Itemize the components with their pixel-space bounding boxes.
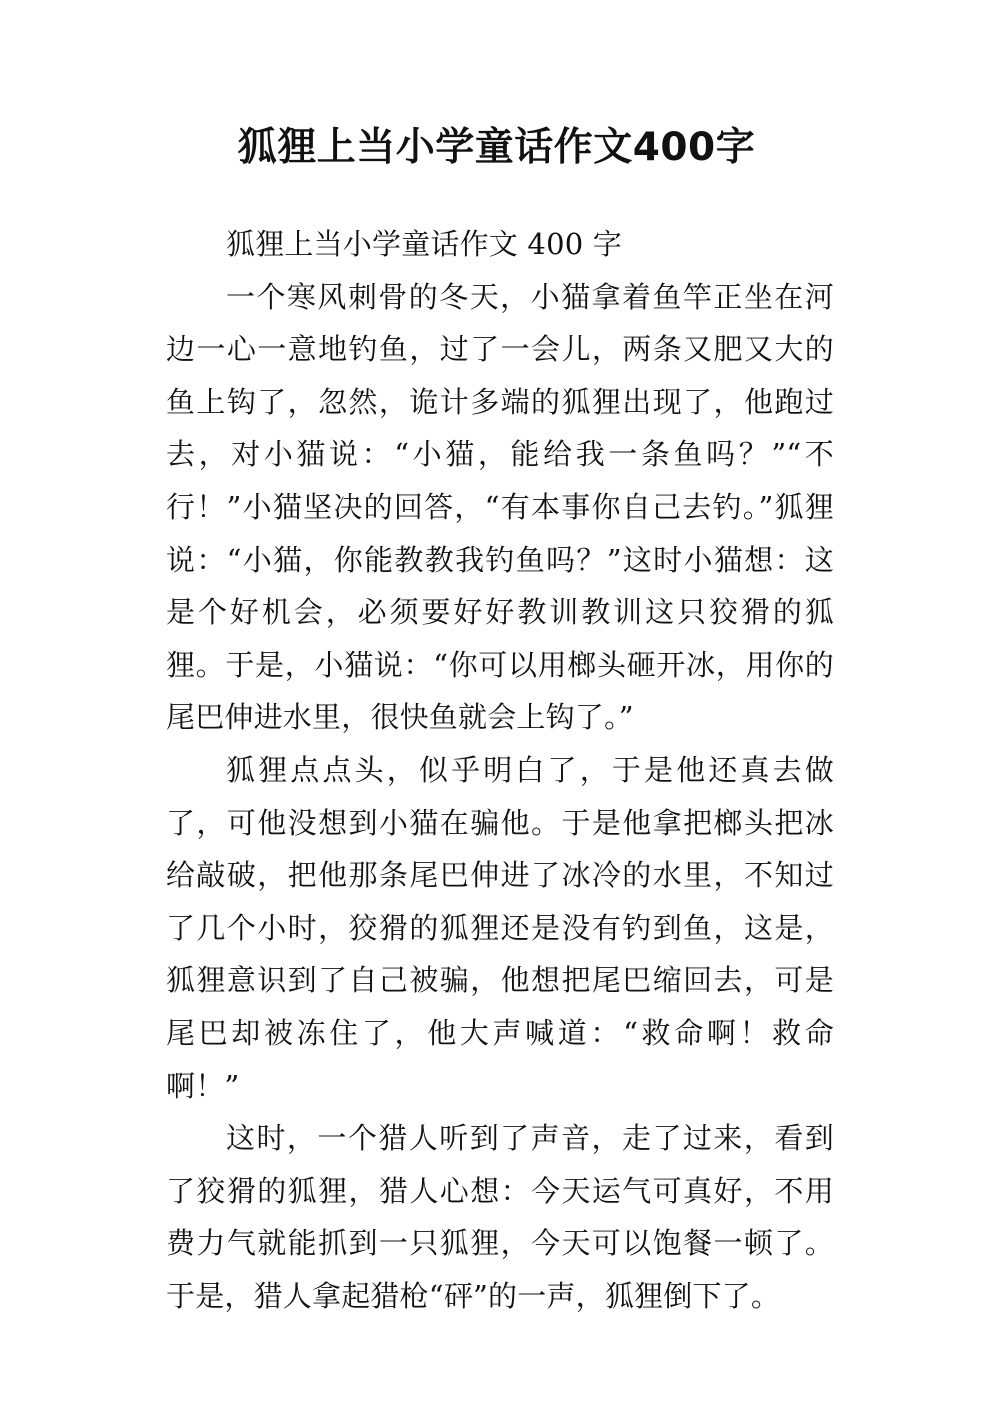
document-title: 狐狸上当小学童话作文400字	[237, 125, 756, 170]
paragraph: 这时，一个猎人听到了声音，走了过来，看到了狡猾的狐狸，猎人心想：今天运气可真好，不用费力气就能抓到一只狐狸，今天可以饱餐一顿了。于是，猎人拿起猎枪“砰”的一声，狐狸倒下了。	[166, 1121, 834, 1313]
document-body	[166, 218, 834, 1322]
paragraph-subtitle: 狐狸上当小学童话作文 400 字	[226, 227, 622, 261]
paragraph: 狐狸点点头，似乎明白了，于是他还真去做了，可他没想到小猫在骗他。于是他拿把榔头把冰给敲破，把他那条尾巴伸进了冰冷的水里，不知过了几个小时，狡猾的狐狸还是没有钓到鱼，这是，狐狸意识到了自己被骗，他想把尾巴缩回去，可是尾巴却被冻住了，他大声喊道：“救命啊！救命啊！”	[166, 752, 834, 1103]
paragraph: 一个寒风刺骨的冬天，小猫拿着鱼竿正坐在河边一心一意地钓鱼，过了一会儿，两条又肥又大的鱼上钩了，忽然，诡计多端的狐狸出现了，他跑过去，对小猫说：“小猫，能给我一条鱼吗？”“不行！”小猫坚决的回答，“有本事你自己去钓。”狐狸说：“小猫，你能教教我钓鱼吗？”这时小猫想：这是个好机会，必须要好好教训教训这只狡猾的狐狸。于是，小猫说：“你可以用榔头砸开冰，用你的尾巴伸进水里，很快鱼就会上钩了。”	[166, 279, 834, 735]
